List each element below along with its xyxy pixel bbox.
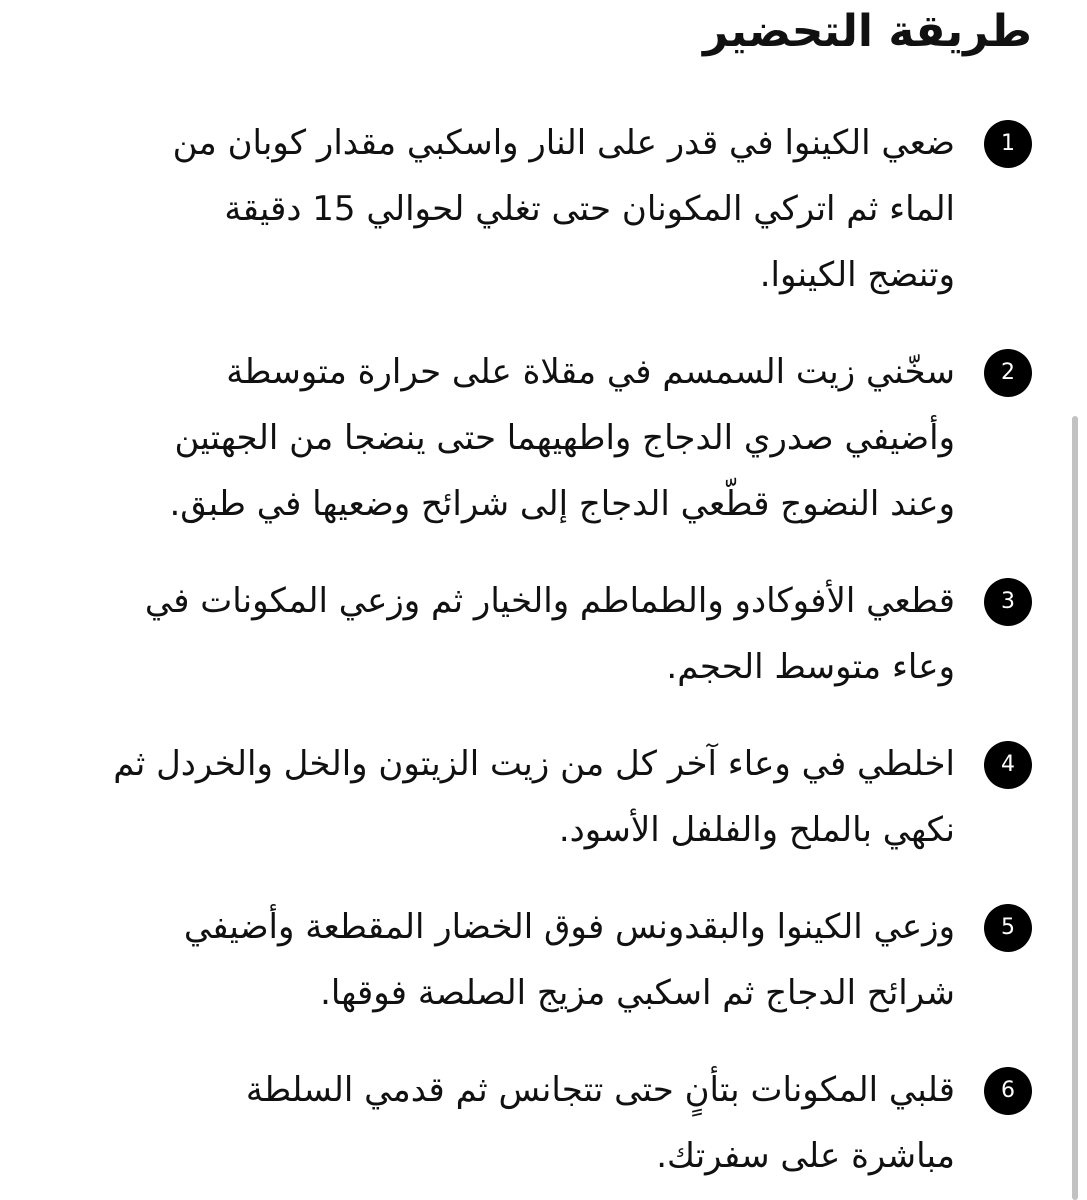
step-number-badge: 5 [984, 904, 1032, 952]
step-number-badge: 1 [984, 120, 1032, 168]
step-1 [32, 110, 1032, 308]
step-number-badge: 6 [984, 1067, 1032, 1115]
page-title: طريقة التحضير [703, 6, 1032, 57]
step-text: سخّني زيت السمسم في مقلاة على حرارة متوسطة وأضيفي صدري الدجاج واطهيهما حتى ينضجا من الجهتين وعند النضوج قطّعي الدجاج إلى شرائح وضعيها في طبق. [169, 352, 955, 524]
step-text: قلبي المكونات بتأنٍ حتى تتجانس ثم قدمي السلطة مباشرة على سفرتك. [245, 1070, 955, 1176]
step-4 [32, 731, 1032, 863]
step-6 [32, 1057, 1032, 1189]
step-text: اخلطي في وعاء آخر كل من زيت الزيتون والخل والخردل ثم نكهي بالملح والفلفل الأسود. [113, 744, 955, 850]
step-number-badge: 3 [984, 578, 1032, 626]
step-5 [32, 894, 1032, 1026]
step-text: قطعي الأفوكادو والطماطم والخيار ثم وزعي المكونات في وعاء متوسط الحجم. [144, 581, 955, 687]
preparation-steps-list [32, 110, 1032, 1189]
step-number-badge: 4 [984, 741, 1032, 789]
step-3 [32, 568, 1032, 700]
scrollbar-thumb[interactable] [1072, 416, 1078, 1200]
step-number-badge: 2 [984, 349, 1032, 397]
step-text: ضعي الكينوا في قدر على النار واسكبي مقدار كوبان من الماء ثم اتركي المكونان حتى تغلي لحوالي 15 دقيقة وتنضج الكينوا. [172, 123, 955, 295]
step-2 [32, 339, 1032, 537]
step-text: وزعي الكينوا والبقدونس فوق الخضار المقطعة وأضيفي شرائح الدجاج ثم اسكبي مزيج الصلصة فوقها. [183, 907, 955, 1013]
